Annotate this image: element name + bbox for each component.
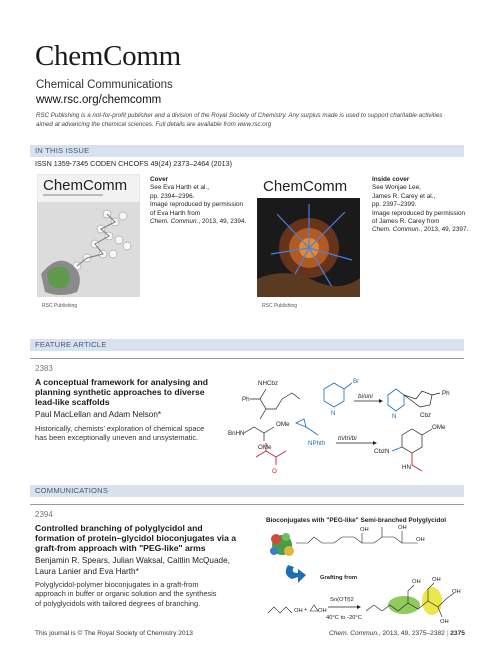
graphic-oh-label: OH	[360, 527, 369, 533]
communication-authors	[35, 556, 275, 577]
inside-cover-caption-see: See Wonjae Lee,	[372, 184, 421, 192]
graphic-oh-label: OH	[398, 525, 407, 531]
inside-cover-mini-logo: ChemComm	[263, 178, 348, 195]
structure-label: CbzN	[374, 448, 390, 455]
journal-subtitle: Chemical Communications	[36, 79, 173, 91]
cover-mini-logo: ChemComm	[43, 177, 128, 194]
communication-abstract-line: approach in buffer or organic solution and the synthesis	[35, 589, 217, 599]
publisher-note: RSC Publishing is a not-for-profit publisher and a division of the Royal Society of Chemistry. Any surplus made is used to support charitable activities aimed at advancing the chemical sciences. Full details are available from www.rsc.org	[36, 112, 443, 128]
communication-title-line: Controlled branching of polyglycidol and	[35, 523, 203, 533]
cover-caption-repro: Image reproduced by permission	[150, 201, 244, 209]
graphic-temperature-label: 40°C to -20°C	[326, 615, 362, 621]
journal-logo: ChemComm	[35, 40, 181, 72]
inside-cover-caption-cite: , 2013, 49, 2397.	[420, 226, 469, 234]
structure-label: Cbz	[420, 412, 432, 419]
structure-label: OMe	[432, 424, 446, 431]
cover-image	[37, 174, 140, 316]
footer-citation-rest: , 2013, 49, 2375–2382	[378, 630, 445, 637]
graphic-oh-label: OH	[318, 608, 327, 614]
structure-label: Ph	[242, 396, 250, 403]
communication-title-line: graft-from approach with "PEG-like" arms	[35, 543, 206, 553]
journal-url[interactable]: www.rsc.org/chemcomm	[36, 94, 162, 106]
inside-cover-caption-heading: Inside cover	[372, 176, 410, 183]
feature-abstract-line: Historically, chemists' exploration of chemical space	[35, 424, 205, 433]
graphic-heading: Bioconjugates with "PEG-like" Semi-branched Polyglycidol	[266, 517, 447, 524]
structure-label: Br	[353, 378, 360, 385]
footer-page-number: 2375	[450, 630, 465, 637]
footer-copyright: This journal is © The Royal Society of Chemistry 2013	[35, 630, 193, 637]
cover-caption-see: See Eva Harth et al.,	[150, 184, 209, 192]
inside-cover-image	[257, 174, 360, 316]
cover-caption-cite: , 2013, 49, 2394.	[198, 218, 247, 226]
feature-title-line: lead-like scaffolds	[35, 397, 110, 407]
cover-caption-journal: Chem. Commun.	[150, 218, 199, 226]
footer-citation: Chem. Commun., 2013, 49, 2375–2382 | 2375	[329, 630, 465, 637]
inside-cover-caption-pages: pp. 2397–2399.	[372, 201, 417, 209]
communication-abstract	[35, 580, 275, 608]
communication-abstract-line: Polyglycidol-polymer bioconjugates in a graft-from	[35, 580, 199, 589]
cover-caption	[150, 176, 260, 226]
reaction-arrow-label: bi/uni	[358, 393, 373, 400]
graphic-oh-label: OH	[416, 537, 425, 543]
graphic-oh-label: OH	[432, 577, 441, 583]
issn-line: ISSN 1359-7345 CODEN CHCOFS 49(24) 2373–2464 (2013)	[35, 159, 232, 168]
structure-label: O	[272, 468, 277, 475]
structure-label: Ph	[442, 390, 450, 397]
inside-cover-caption-journal: Chem. Commun.	[372, 226, 421, 234]
graphic-catalyst-label: Sn(OTf)2	[330, 597, 354, 603]
graphic-oh-label: OH	[452, 589, 461, 595]
structure-label: BnHN	[228, 430, 245, 437]
section-band-feature-article: FEATURE ARTICLE	[30, 339, 464, 351]
structure-label: HN	[402, 464, 411, 471]
structure-label: OMe	[276, 421, 290, 428]
inside-cover-mini-publisher: RSC Publishing	[262, 303, 298, 309]
structure-label: OMe	[258, 444, 272, 451]
communication-abstract-line: of polyglycidols with tailored degrees of branching.	[35, 598, 201, 608]
graphic-oh-label: OH	[294, 608, 303, 614]
inside-cover-caption-see-2: James R. Carey et al.,	[372, 192, 436, 200]
inside-cover-caption-repro: Image reproduced by permission	[372, 209, 466, 217]
feature-title-line: A conceptual framework for analysing and	[35, 377, 209, 387]
reaction-arrow-label: tri/tri/bi	[338, 435, 357, 442]
section-band-in-this-issue: IN THIS ISSUE	[30, 145, 464, 157]
graphic-oh-label: OH	[412, 579, 421, 585]
communication-graphic	[262, 513, 467, 630]
feature-title-line: planning synthetic approaches to diverse	[35, 387, 205, 397]
feature-authors: Paul MacLellan and Adam Nelson*	[35, 410, 162, 419]
divider	[30, 504, 464, 505]
structure-label: NPhth	[308, 440, 326, 447]
communication-title[interactable]	[35, 523, 275, 553]
divider	[30, 358, 464, 359]
feature-page-number: 2383	[35, 364, 53, 373]
cover-caption-heading: Cover	[150, 176, 169, 183]
footer-citation-journal: Chem. Commun.	[329, 630, 379, 637]
svg-text:+: +	[304, 607, 308, 613]
section-band-communications: COMMUNICATIONS	[30, 485, 464, 497]
communication-title-line: formation of protein–glycidol bioconjugates via a	[35, 533, 237, 543]
inside-cover-caption	[372, 176, 482, 235]
inside-cover-caption-of: of James R. Carey from	[372, 218, 440, 226]
communication-author-line: Laura Lanier and Eva Harth*	[35, 566, 139, 576]
graphic-grafting-label: Grafting from	[320, 575, 358, 581]
cover-caption-pages: pp. 2394–2396.	[150, 192, 195, 200]
graphic-oh-label: OH	[440, 619, 449, 625]
cover-caption-of: of Eva Harth from	[150, 209, 201, 217]
structure-label: NHCbz	[258, 380, 278, 387]
structure-label: N	[392, 413, 397, 420]
communication-author-line: Benjamin R. Spears, Julian Waksal, Caitlin McQuade,	[35, 556, 230, 565]
communication-page-number: 2394	[35, 510, 53, 519]
feature-abstract-line: has been exceptionally uneven and unsystematic.	[35, 433, 199, 443]
structure-label: N	[331, 410, 336, 417]
feature-graphic	[226, 371, 466, 486]
cover-mini-publisher: RSC Publishing	[42, 303, 78, 309]
